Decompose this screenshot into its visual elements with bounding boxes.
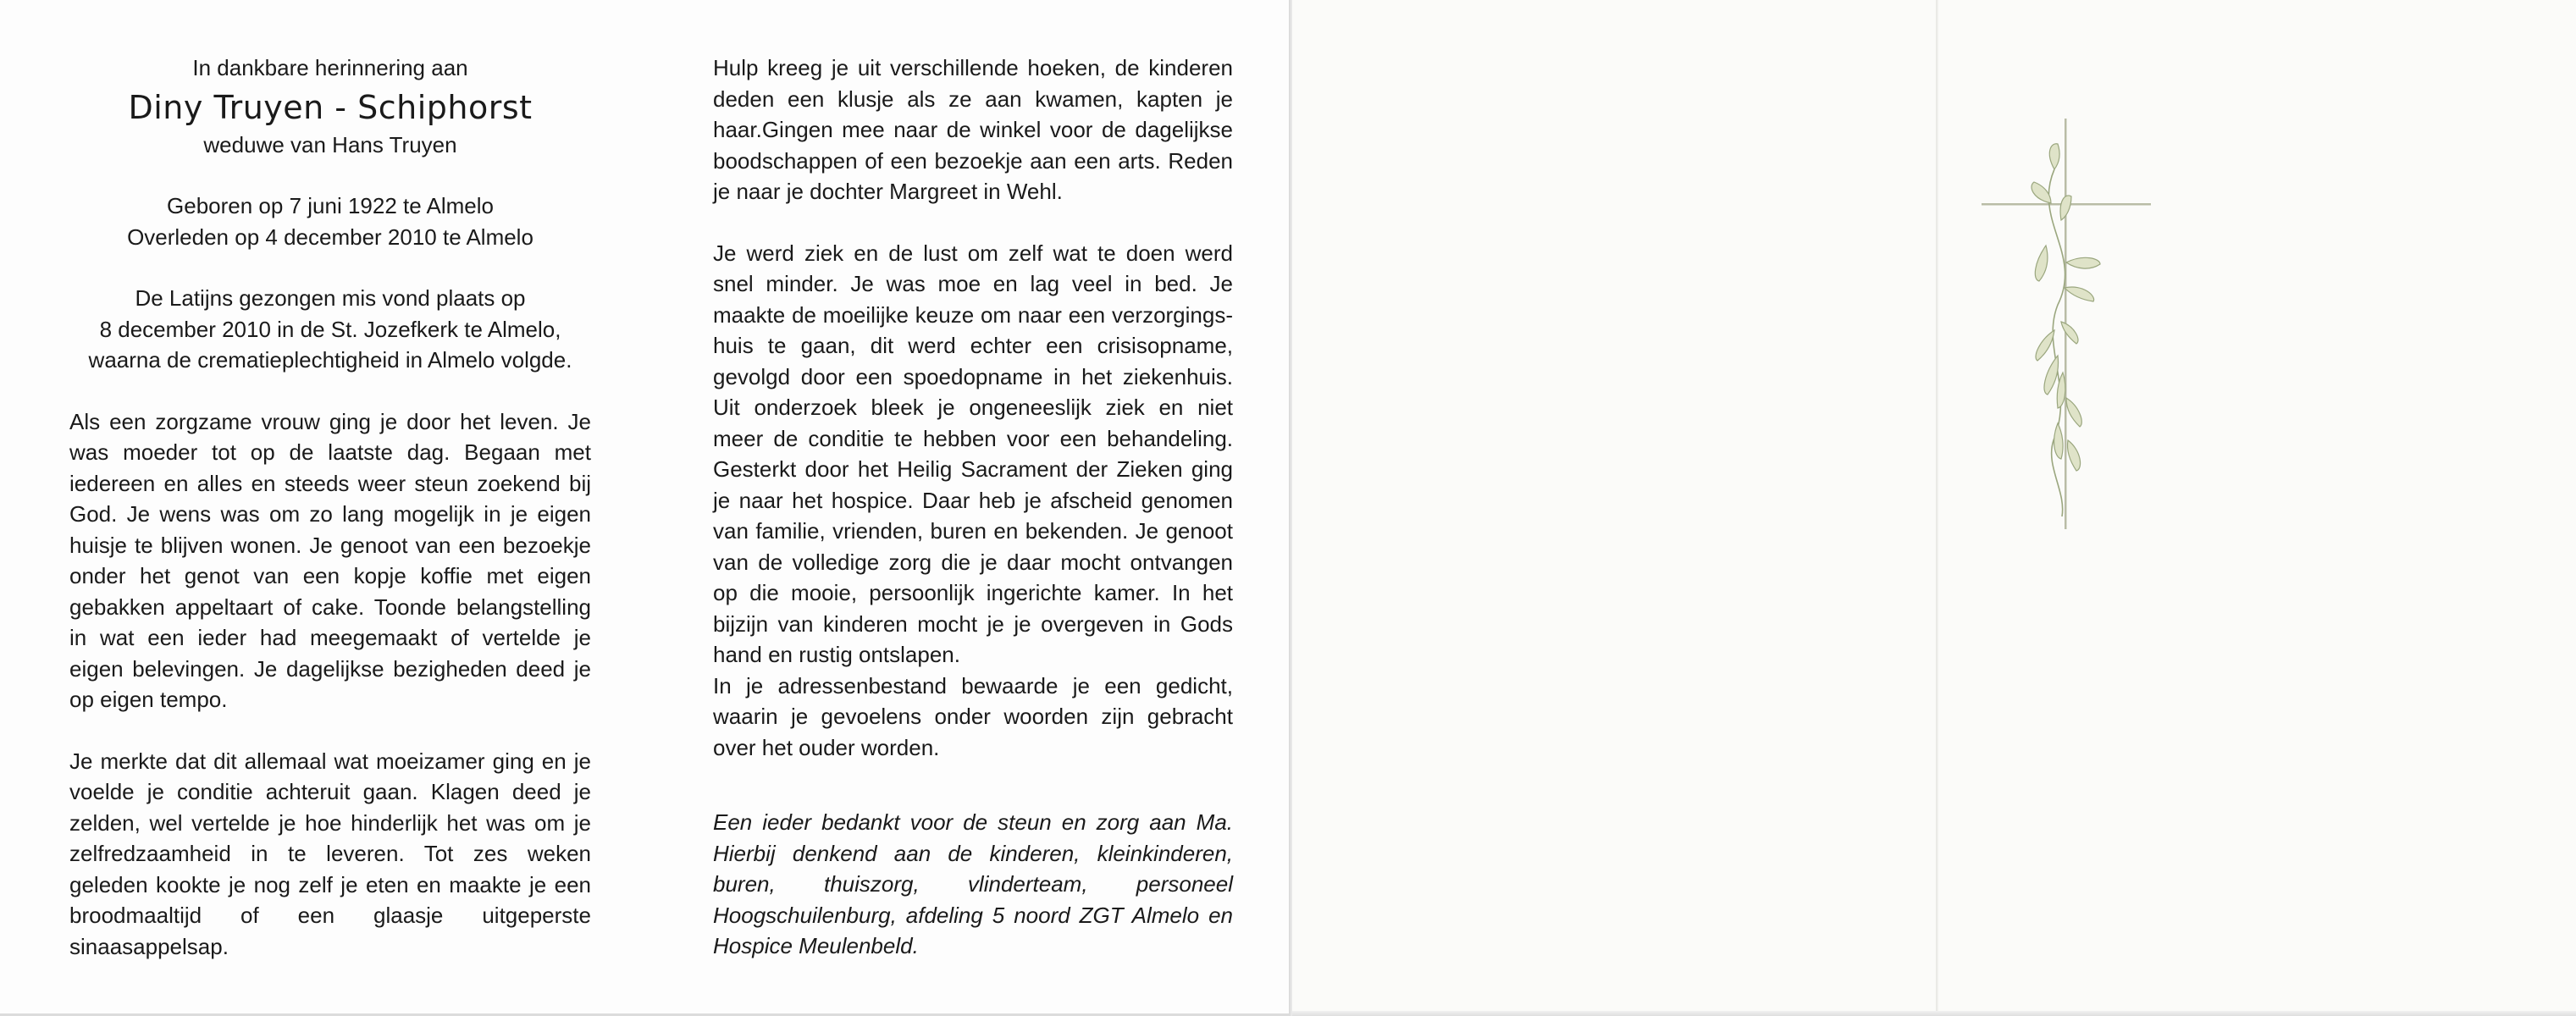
deceased-name: Diny Truyen - Schiphorst (128, 88, 533, 126)
card-bottom-edge (1292, 1011, 2576, 1016)
left-text-column (69, 52, 591, 962)
card-outside-panel (1292, 0, 2576, 1016)
birth-text: Geboren op 7 juni 1922 te Almelo (167, 193, 494, 218)
mass-line: waarna de crematieplechtigheid in Almelo volgde. (88, 347, 572, 373)
illness-paragraph: Je werd ziek en de lust om zelf wat te doen werd snel minder. Je was moe en lag veel in bed. Je maakte de moeilijke keuze om naar een verzorgings-huis te gaan, dit werd echter een crisisopname, gevolgd door een spoedopname in het ziekenhuis. Uit onderzoek bleek je ongeneeslijk ziek en niet meer de conditie te hebben voor een behandeling. Gesterkt door het Heilig Sacrament der Zieken ging je naar het hospice. Daar heb je afscheid genomen van familie, vrienden, buren en bekenden. Je genoot van de volledige zorg die je daar mocht ontvangen op die mooie, persoonlijk ingerichte kamer. In het bijzijn van kinderen mocht je je overgeven in Gods hand en rustig ontslapen. (713, 240, 1233, 667)
mass-line: 8 december 2010 in de St. Jozefkerk te Almelo, (99, 316, 561, 342)
life-paragraph-2: Je merkte dat dit allemaal wat moeizamer ging en je voelde je conditie achteruit gaan. Klagen deed je zelden, wel vertelde je hoe hinderlijk het was om je zelfredzaamheid in te leveren. Tot zes weken geleden kookte je nog zelf je eten en maakte je een broodmaaltijd of een glaasje uitgeperste sinaasappelsap. (69, 748, 591, 959)
life-paragraph-1: Als een zorgzame vrouw ging je door het leven. Je was moeder tot op de laatste dag. Begaan met iedereen en alles en steeds weer steun zoekend bij God. Je wens was om zo lang mogelijk in je eigen huisje te blijven wonen. Je genoot van een bezoekje onder het genot van een kopje koffie met eigen gebakken appeltaart of cake. Toonde belangstelling in wat een ieder had meegemaakt of vertelde je eigen belevingen. Je dagelijkse bezigheden deed je op eigen tempo. (69, 408, 591, 712)
death-text: Overleden op 4 december 2010 te Almelo (127, 224, 533, 250)
poem-paragraph: In je adressenbestand bewaarde je een gedicht, waarin je gevoelens onder woorden zijn gebracht over het ouder worden. (713, 672, 1233, 760)
help-paragraph: Hulp kreeg je uit verschillende hoeken, de kinderen deden een klusje als ze aan kwamen, kapten je haar.Gingen mee naar de winkel voor de dagelijkse boodschappen of een bezoekje aan een arts. Reden je naar je dochter Margreet in Wehl. (713, 55, 1233, 204)
middle-text-column (713, 52, 1233, 962)
intro-text: In dankbare herinnering aan (192, 55, 468, 80)
cross-with-vine-icon (1973, 119, 2159, 542)
memorial-header (69, 52, 591, 376)
thanks-paragraph: Een ieder bedankt voor de steun en zorg aan Ma. Hierbij denkend aan de kinderen, kleinkinderen, buren, thuiszorg, vlinderteam, personeel Hoogschuilenburg, afdeling 5 noord ZGT Almelo en Hospice Meulenbeld. (713, 809, 1233, 958)
mass-line: De Latijns gezongen mis vond plaats op (135, 285, 526, 311)
card-fold-line (1936, 0, 1938, 1016)
widow-text: weduwe van Hans Truyen (203, 131, 457, 157)
